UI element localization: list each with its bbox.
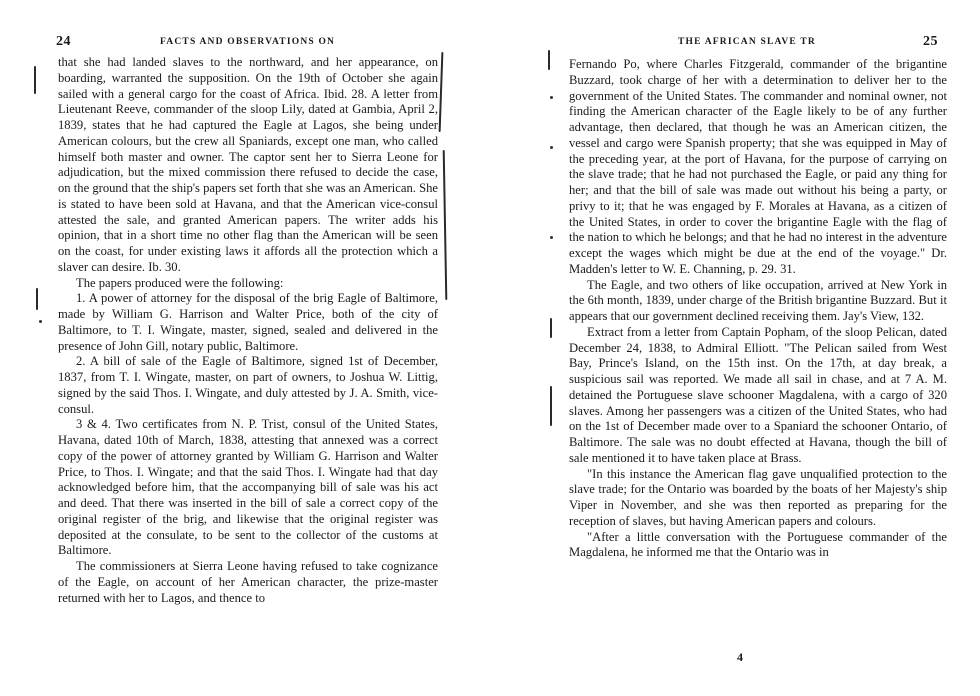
margin-mark	[550, 386, 552, 426]
page-number: 24	[56, 34, 71, 49]
margin-dot	[550, 96, 553, 99]
paragraph: "After a little conversation with the Portuguese commander of the Magdalena, he informed me that the Ontario was in	[569, 529, 947, 560]
paragraph: The Eagle, and two others of like occupation, arrived at New York in the 6th month, 1839, under charge of the British brigantine Buzzard. But it appears that our government declined receiving them. Jay's View, 132.	[569, 277, 947, 323]
running-head: FACTS AND OBSERVATIONS ON	[160, 37, 336, 47]
margin-dot	[550, 236, 553, 239]
page-number: 25	[923, 34, 938, 49]
right-page	[490, 0, 980, 696]
paragraph: 2. A bill of sale of the Eagle of Baltimore, signed 1st of December, 1837, from T. I. Wingate, master, on part of owners, to Joshua W. Littig, signed by the said Thos. I. Wingate, and duly attested by J. A. Smith, vice-consul.	[58, 354, 438, 416]
paragraph: "In this instance the American flag gave unqualified protection to the slave trade; for the Ontario was boarded by the boats of her Majesty's ship Viper in November, and she was then reported as preparing for the reception of slaves, but having American papers and colours.	[569, 466, 947, 528]
margin-mark	[550, 318, 552, 338]
margin-mark	[548, 50, 550, 70]
margin-mark	[34, 66, 36, 94]
paragraph: The commissioners at Sierra Leone having refused to take cognizance of the Eagle, on account of her American character, the prize-master returned with her to Lagos, and thence to	[58, 559, 438, 605]
running-head: THE AFRICAN SLAVE TR	[678, 37, 816, 47]
margin-mark	[443, 150, 448, 300]
signature-mark: 4	[737, 650, 743, 664]
body-text	[569, 57, 947, 561]
paragraph: that she had landed slaves to the northward, and her appearance, on boarding, warranted the supposition. On the 19th of October she again sailed with a general cargo for the coast of Africa. Ibid. 28. A letter from Lieutenant Reeve, commander of the sloop Lily, dated at Gambia, April 2, 1839, states that he had captured the Eagle at Lagos, she being under American colours, but the crew all Spaniards, except one man, who called himself both master and owner. The captor sent her to Sierra Leone for adjudication, but the mixed commission there refused to decide the case, on the ground that the ship's papers set forth that she was an American. She is stated to have been sold at Havana, and that the American vice-consul attested the sale, and granted American papers. The writer adds his opinion, that in a short time no other flag than the American will be seen on the coast, for under existing laws it affords all the protection which a slaver can desire. Ib. 30.	[58, 55, 438, 274]
paragraph: The papers produced were the following:	[76, 275, 284, 290]
margin-mark	[36, 288, 38, 310]
margin-mark	[439, 52, 444, 132]
paragraph: Extract from a letter from Captain Popham, of the sloop Pelican, dated December 24, 1838, to Admiral Elliott. "The Pelican sailed from West Bay, Prince's Island, on the 15th inst. On the 17th, at day break, a suspicious sail was reported. We made all sail in chase, and at 7 A. M. detained the Portuguese slave schooner Magdalena, with a cargo of 320 slaves. Among her passengers was a citizen of the United States, who had on the 1st of December made over to a Spaniard the schooner Ontario, of Baltimore. The sale was no doubt effected at Havana, though the bill of sale mentioned it to have taken place at Brass.	[569, 324, 947, 465]
paragraph: 3 & 4. Two certificates from N. P. Trist, consul of the United States, Havana, dated 10th of March, 1838, attesting that annexed was a correct copy of the power of attorney granted by William G. Harrison and Walter Price, to Thos. I. Wingate; and that the said Thos. I. Wingate had that day acknowledged before him, that the accompanying bill of sale was his act and deed. That there was inserted in the bill of sale a correct copy of the original register of the brig, and likewise that the original register was deposited at the consulate, to be sent to the collector of the customs at Baltimore.	[58, 417, 438, 558]
margin-dot	[39, 320, 42, 323]
paragraph: 1. A power of attorney for the disposal of the brig Eagle of Baltimore, made by William G. Harrison and Walter Price, both of the city of Baltimore, to T. I. Wingate, master, signed, sealed and delivered in the presence of John Gill, notary public, Baltimore.	[58, 291, 438, 353]
paragraph: Fernando Po, where Charles Fitzgerald, commander of the brigantine Buzzard, took charge of her with a determination to deliver her to the government of the United States. The commander and nominal owner, not finding the American character of the Eagle likely to be of any further advantage, then declared, that though he was an American citizen, the vessel and cargo were Spanish property; that she was equipped in May of the preceding year, at the port of Havana, for the purpose of carrying on the slave trade; that he had not purchased the Eagle, or paid any thing for her; and that the bill of sale was made out without his being a party, or privy to it; that he was engaged by F. Morales at Havana, as a citizen of the United States, in order to cover the brigantine Eagle with the flag of the nation to which he belongs; and that he had no interest in the adventure except the wages which might be due at the end of the voyage." Dr. Madden's letter to W. E. Channing, p. 29. 31.	[569, 57, 947, 276]
body-text	[58, 55, 438, 606]
margin-dot	[550, 146, 553, 149]
